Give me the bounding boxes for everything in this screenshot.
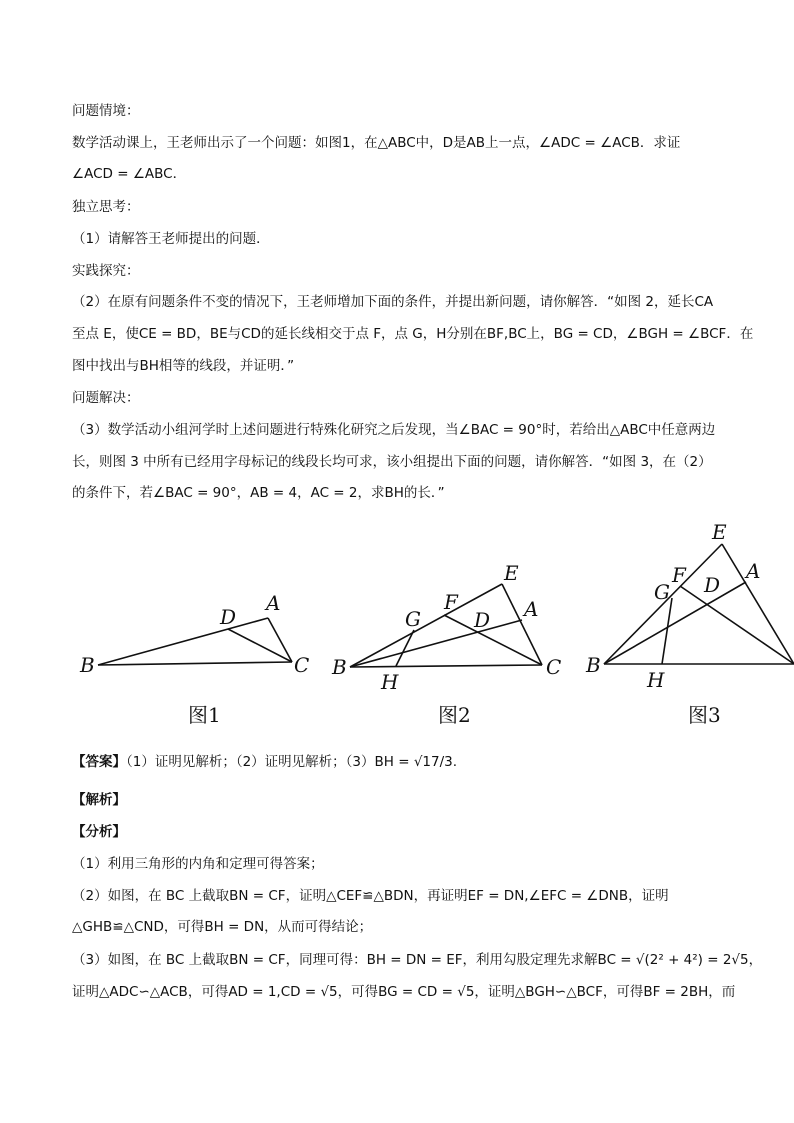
answer-text: （1）证明见解析；（2）证明见解析；（3）BH = √17/3. xyxy=(126,754,458,770)
fig3-label-F: F xyxy=(672,563,686,587)
fig3-label-E: E xyxy=(712,520,727,544)
question-2-line-1: （2）在原有问题条件不变的情况下，王老师增加下面的条件，并提出新问题，请你解答．“如图 2，延长CA xyxy=(72,294,714,310)
breakdown-tag: 【分析】 xyxy=(72,824,126,840)
question-2-line-3: 图中找出与BH相等的线段，并证明．” xyxy=(72,358,295,374)
fig3-label-D: D xyxy=(704,573,721,597)
practice-heading: 实践探究： xyxy=(72,263,140,279)
analysis-line-1: （1）利用三角形的内角和定理可得答案； xyxy=(72,856,324,872)
fig1-label-C: C xyxy=(294,653,310,677)
answer-line xyxy=(72,752,732,772)
fig2-label-B: B xyxy=(332,655,347,679)
analysis-line-5: 证明△ADC∽△ACB，可得AD = 1,CD = √5，可得BG = CD = √5，证明△BGH∽△BCF，可得BF = 2BH，而 xyxy=(72,984,736,1000)
fig2-label-A: A xyxy=(524,597,539,621)
geometry-figures xyxy=(70,512,794,742)
fig2-label-H: H xyxy=(381,670,399,694)
analysis-line-4: （3）如图，在 BC 上截取BN = CF，同理可得：BH = DN = EF，利用勾股定理先求解BC = √(2² + 4²) = 2√5， xyxy=(72,952,763,968)
fig2-label-G: G xyxy=(405,607,421,631)
analysis-tag: 【解析】 xyxy=(72,792,126,808)
question-3-line-2: 长，则图 3 中所有已经用字母标记的线段长均可求，该小组提出下面的问题，请你解答．“如图 3，在（2） xyxy=(72,454,712,470)
figure-3 xyxy=(604,544,794,664)
figure-1 xyxy=(98,618,292,665)
fig2-caption: 图2 xyxy=(438,703,471,727)
figures-row xyxy=(70,512,794,742)
answer-tag: 【答案】 xyxy=(72,754,126,770)
fig1-label-A: A xyxy=(266,591,281,615)
question-1: （1）请解答王老师提出的问题． xyxy=(72,231,270,247)
fig1-label-B: B xyxy=(80,653,95,677)
fig2-label-F: F xyxy=(444,590,458,614)
analysis-line-3: △GHB≌△CND，可得BH = DN，从而可得结论； xyxy=(72,919,373,935)
problem-line-1: 数学活动课上，王老师出示了一个问题：如图1，在△ABC中，D是AB上一点，∠ADC = ∠ACB．求证 xyxy=(72,135,681,151)
fig2-label-E: E xyxy=(504,561,519,585)
analysis-line-2: （2）如图，在 BC 上截取BN = CF，证明△CEF≌△BDN，再证明EF = DN,∠EFC = ∠DNB，证明 xyxy=(72,888,669,904)
question-3-line-3: 的条件下，若∠BAC = 90°，AB = 4，AC = 2，求BH的长．” xyxy=(72,485,445,501)
question-2-line-2: 至点 E，使CE = BD，BE与CD的延长线相交于点 F，点 G，H分别在BF,BC上，BG = CD，∠BGH = ∠BCF．在 xyxy=(72,326,754,342)
fig3-label-G: G xyxy=(654,580,670,604)
fig3-label-B: B xyxy=(586,653,601,677)
situation-heading: 问题情境： xyxy=(72,103,140,119)
fig1-label-D: D xyxy=(220,605,237,629)
problem-line-2: ∠ACD = ∠ABC． xyxy=(72,166,187,182)
fig2-label-C: C xyxy=(546,655,562,679)
independent-thinking-heading: 独立思考： xyxy=(72,199,140,215)
fig2-label-D: D xyxy=(474,608,491,632)
fig3-label-A: A xyxy=(746,559,761,583)
fig3-caption: 图3 xyxy=(688,703,721,727)
fig3-label-H: H xyxy=(647,668,665,692)
question-3-line-1: （3）数学活动小组河学时上述问题进行特殊化研究之后发现，当∠BAC = 90°时，若给出△ABC中任意两边 xyxy=(72,422,716,438)
fig1-caption: 图1 xyxy=(188,703,221,727)
solving-heading: 问题解决： xyxy=(72,390,140,406)
